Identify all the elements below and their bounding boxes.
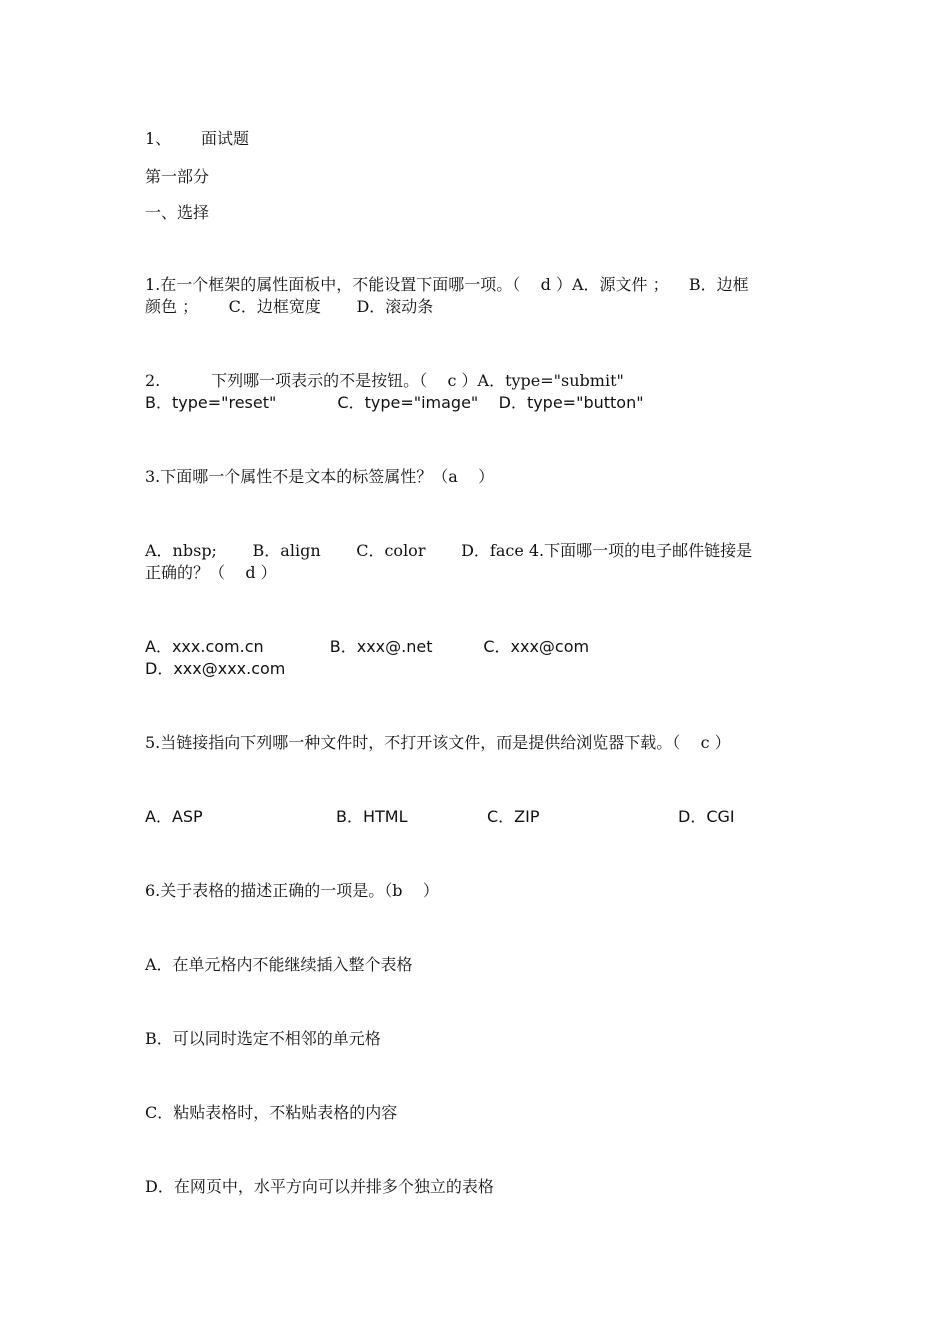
question-6-option-b: B．可以同时选定不相邻的单元格 [145,1029,381,1048]
question-3-options-question-4: A．nbsp; B．align C．color D．face 4.下面哪一项的电子邮件链接是 [145,541,753,560]
question-2-line-1: 2. 下列哪一项表示的不是按钮。（ c ）A．type="submit" [145,371,624,390]
question-5-option-c: C．ZIP [487,807,540,826]
question-4-options-line-1: A．xxx.com.cn B．xxx@.net C．xxx@com [145,637,590,656]
question-2-line-2: B．type="reset" C．type="image" D．type="button" [145,393,644,412]
question-6-option-c: C．粘贴表格时，不粘贴表格的内容 [145,1103,398,1122]
question-1-line-1: 1.在一个框架的属性面板中，不能设置下面哪一项。（ d ）A．源文件 ； B．边框 [145,275,749,294]
subsection-title: 一、选择 [145,203,210,222]
question-1-line-2: 颜色 ； C．边框宽度 D．滚动条 [145,297,434,316]
question-6-option-a: A．在单元格内不能继续插入整个表格 [145,955,413,974]
question-3-line-1: 3.下面哪一个属性不是文本的标签属性？（a ） [145,467,495,486]
page-title: 面试题 [201,129,250,148]
question-5-option-a: A．ASP [145,807,203,826]
question-4-options-line-2: D．xxx@xxx.com [145,659,286,678]
question-6-option-d: D．在网页中，水平方向可以并排多个独立的表格 [145,1177,494,1196]
question-5-option-d: D．CGI [678,807,735,826]
section-title: 第一部分 [145,167,210,186]
question-5-line-1: 5.当链接指向下列哪一种文件时，不打开该文件，而是提供给浏览器下载。（ c ） [145,733,731,752]
heading-number: 1、 [145,129,172,148]
question-6-line-1: 6.关于表格的描述正确的一项是。（b ） [145,881,439,900]
question-4-line-2: 正确的？（ d ） [145,563,277,582]
question-5-option-b: B．HTML [336,807,408,826]
